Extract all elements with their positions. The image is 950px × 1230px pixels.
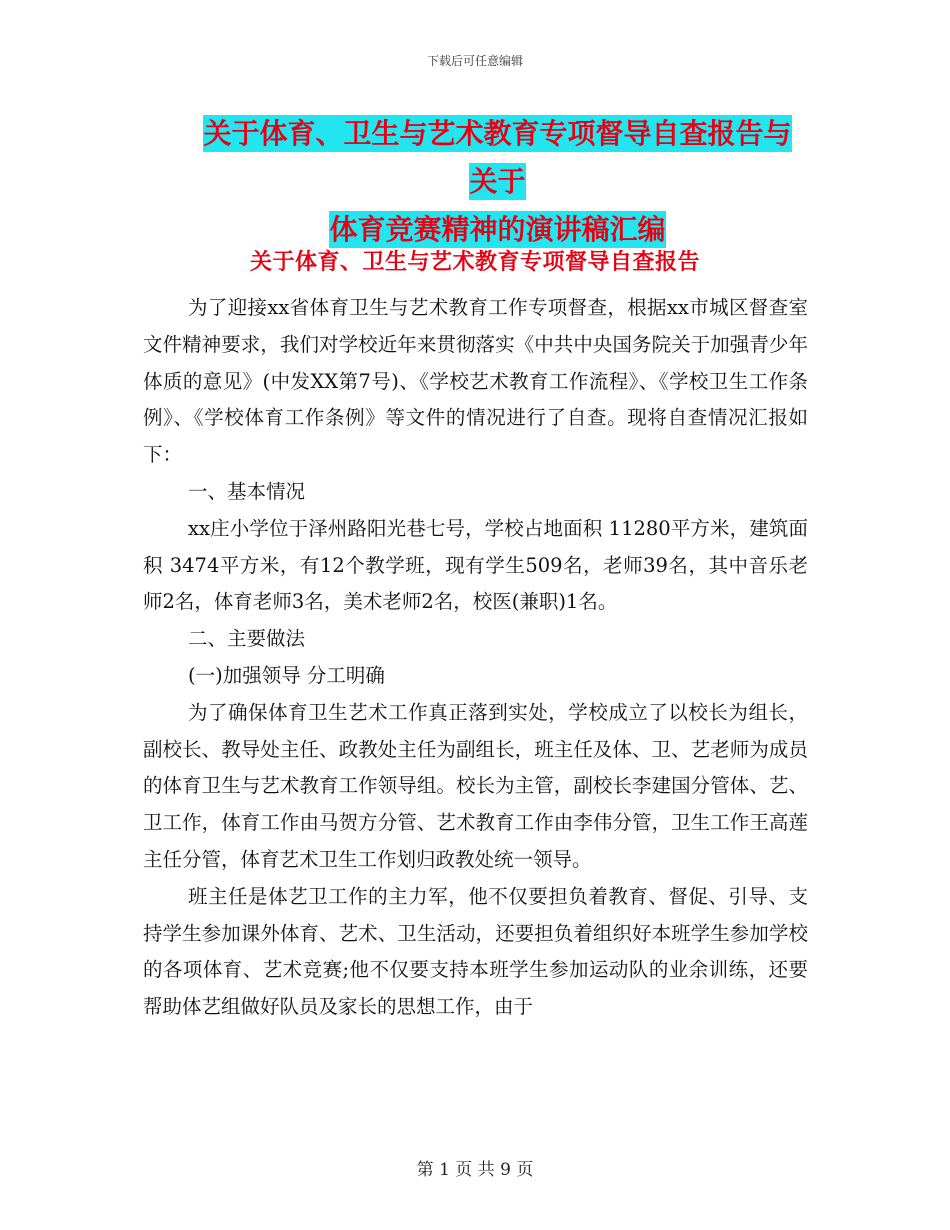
header-note: 下载后可任意编辑 — [426, 54, 523, 68]
section-title: 关于体育、卫生与艺术教育专项督导自查报告 — [249, 250, 700, 275]
heading-basic-situation: 一、基本情况 — [188, 479, 306, 503]
document-body — [143, 290, 808, 1026]
heading-main-practices: 二、主要做法 — [188, 627, 306, 651]
paragraph-basic-situation: xx庄小学位于泽州路阳光巷七号，学校占地面积 11280平方米，建筑面积 3474平方米，有12个教学班，现有学生509名，老师39名，其中音乐老师2名，体育老师3名，美术老师2名，校医(兼职)1名。 — [143, 516, 808, 614]
title-line-2: 体育竞赛精神的演讲稿汇编 — [329, 213, 666, 246]
page-footer: 第 1 页 共 9 页 — [416, 1160, 534, 1180]
paragraph-leadership: 为了确保体育卫生艺术工作真正落到实处，学校成立了以校长为组长，副校长、教导处主任、政教处主任为副组长，班主任及体、卫、艺老师为成员的体育卫生与艺术教育工作领导组。校长为主管，副校长李建国分管体、艺、卫工作，体育工作由马贺方分管、艺术教育工作由李伟分管，卫生工作王高莲主任分管，体育艺术卫生工作划归政教处统一领导。 — [143, 700, 808, 871]
title-line-1: 关于体育、卫生与艺术教育专项督导自查报告与关于 — [203, 117, 792, 198]
document-title — [190, 110, 805, 254]
paragraph-intro: 为了迎接xx省体育卫生与艺术教育工作专项督查，根据xx市城区督查室文件精神要求，我们对学校近年来贯彻落实《中共中央国务院关于加强青少年体质的意见》(中发XX第7号)、《学校艺术教育工作流程》、《学校卫生工作条例》、《学校体育工作条例》等文件的情况进行了自查。现将自查情况汇报如下： — [143, 296, 808, 467]
subheading-leadership: (一)加强领导 分工明确 — [188, 663, 385, 687]
paragraph-class-teacher: 班主任是体艺卫工作的主力军，他不仅要担负着教育、督促、引导、支持学生参加课外体育、艺术、卫生活动，还要担负着组织好本班学生参加学校的各项体育、艺术竞赛;他不仅要支持本班学生参加运动队的业余训练，还要帮助体艺组做好队员及家长的思想工作，由于 — [143, 884, 808, 1019]
